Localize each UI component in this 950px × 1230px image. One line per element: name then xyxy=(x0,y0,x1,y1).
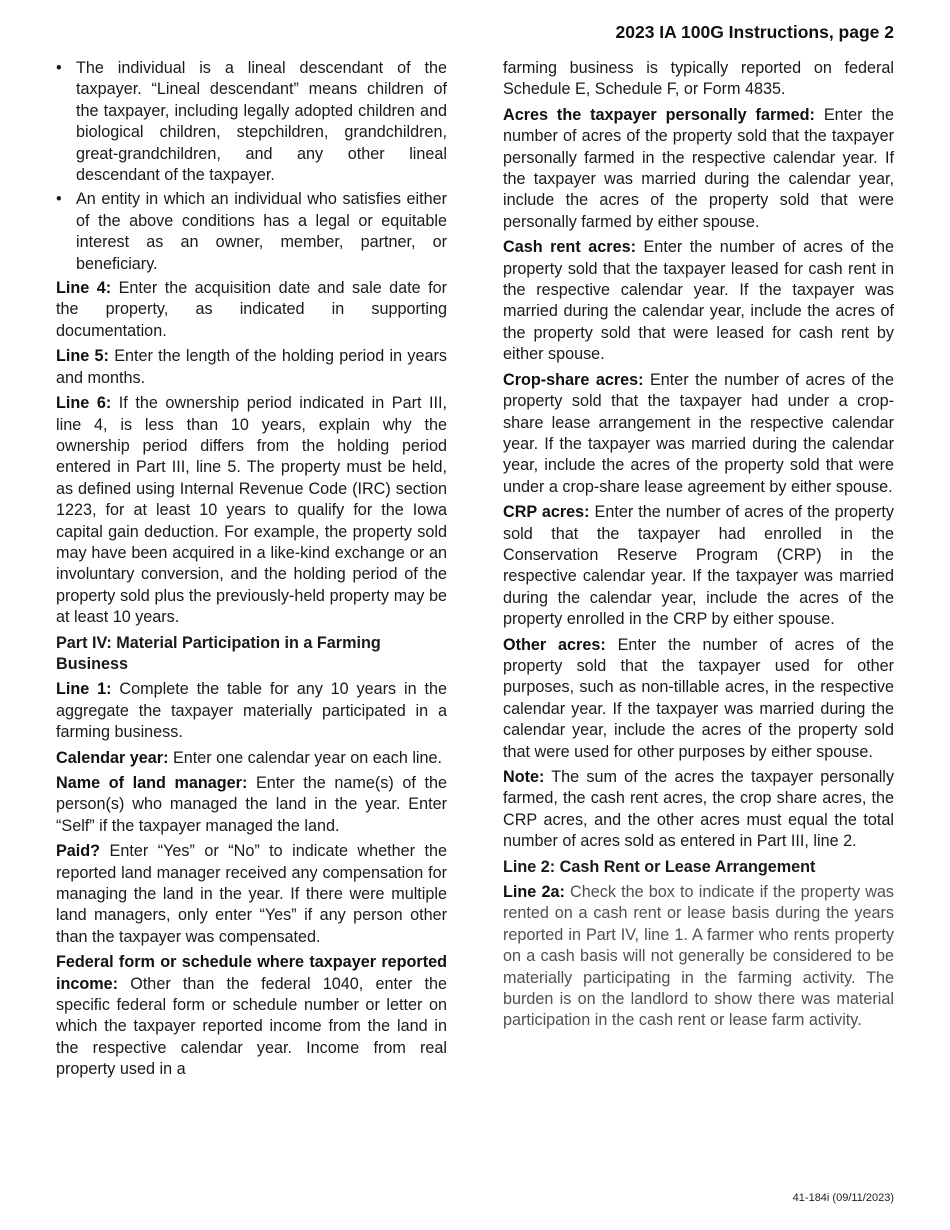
calendar-year-label: Calendar year: xyxy=(56,748,169,767)
line-2a-paragraph xyxy=(503,882,894,1032)
line-6-label: Line 6: xyxy=(56,394,112,413)
line-5-paragraph xyxy=(56,346,447,389)
list-item: • The individual is a lineal descendant of the taxpayer. “Lineal descendant” means children of the taxpayer, including legally adopted children and biological children, stepchildren, grandchildren, great-grandchildren, and any other lineal descendant of the taxpayer. xyxy=(76,58,447,186)
crop-share-paragraph xyxy=(503,370,894,498)
calendar-year-text: Enter one calendar year on each line. xyxy=(168,748,443,767)
paid-text: Enter “Yes” or “No” to indicate whether the reported land manager received any compensation for managing the land in the year. If there were multiple land managers, only enter “Yes” if any person other than the taxpayer was compensated. xyxy=(56,842,447,946)
right-column xyxy=(503,58,894,1036)
personally-farmed-text: Enter the number of acres of the property sold that the taxpayer personally farmed in the respective calendar year. If the taxpayer was married during the calendar year, include the acres of the property sold that were personally farmed by either spouse. xyxy=(503,105,894,231)
land-manager-paragraph xyxy=(56,773,447,837)
continuation-paragraph: farming business is typically reported on federal Schedule E, Schedule F, or Form 4835. xyxy=(503,59,894,99)
federal-form-label: Federal form or schedule where taxpayer reported income: xyxy=(56,953,447,993)
lineal-descendant-list xyxy=(56,58,447,275)
note-text: The sum of the acres the taxpayer personally farmed, the cash rent acres, the crop share acres, the CRP acres, and the other acres must equal the total number of acres sold as entered in Part III, line 2. xyxy=(503,768,894,851)
note-paragraph xyxy=(503,767,894,853)
part-iv-heading: Part IV: Material Participation in a Farming Business xyxy=(56,633,381,673)
land-manager-text: Enter the name(s) of the person(s) who managed the land in the year. Enter “Self” if the taxpayer managed the land. xyxy=(56,774,447,835)
line-2a-text: Check the box to indicate if the property was rented on a cash rent or lease basis during the years reported in Part IV, line 1. A farmer who rents property on a cash basis will not generally be considered to be materially participating in the farming activity. The burden is on the landlord to show there was material participation in the cash rent or lease farm activity. xyxy=(503,883,894,1030)
form-id: 41-184i (09/11/2023) xyxy=(792,1192,894,1204)
line-2a-label: Line 2a: xyxy=(503,883,565,902)
federal-form-paragraph xyxy=(56,952,447,1080)
crp-paragraph xyxy=(503,502,894,630)
calendar-year-paragraph xyxy=(56,748,447,769)
other-acres-label: Other acres: xyxy=(503,635,606,654)
crop-share-text: Enter the number of acres of the property sold that the taxpayer had under a crop-share lease arrangement in the respective calendar year. If the taxpayer was married during the calendar year, include the acres of the property sold that were under a crop-share lease agreement by either spouse. xyxy=(503,370,894,496)
cash-rent-label: Cash rent acres: xyxy=(503,238,636,257)
cash-rent-paragraph xyxy=(503,237,894,365)
line-4-label: Line 4: xyxy=(56,279,112,298)
left-column xyxy=(56,58,447,1085)
other-acres-text: Enter the number of acres of the property sold that the taxpayer used for other purposes, such as non-tillable acres, in the respective calendar year. If the taxpayer was married during the calendar year, include the acres of the property sold that were used for other purposes by either spouse. xyxy=(503,635,894,761)
line-1-label: Line 1: xyxy=(56,680,112,699)
line-1-text: Complete the table for any 10 years in the aggregate the taxpayer materially participated in a farming business. xyxy=(56,680,447,742)
paid-label: Paid? xyxy=(56,842,101,861)
line-1-paragraph xyxy=(56,679,447,743)
line-4-paragraph xyxy=(56,278,447,342)
crp-text: Enter the number of acres of the property sold that the taxpayer had enrolled in the Conservation Reserve Program (CRP) in the respective calendar year. If the taxpayer was married during the calendar year, include the acres of the property enrolled in the CRP by either spouse. xyxy=(503,503,894,629)
federal-form-text: Other than the federal 1040, enter the specific federal form or schedule number or letter on which the taxpayer reported income from the land in the respective calendar year. Income from real property used in a xyxy=(56,974,447,1079)
page-header: 2023 IA 100G Instructions, page 2 xyxy=(615,22,894,42)
line-6-text: If the ownership period indicated in Part III, line 4, is less than 10 years, explain why the ownership period differs from the holding period entered in Part III, line 5. The property must be held, as defined using Internal Revenue Code (IRC) section 1223, for at least 10 years to qualify for the Iowa capital gain deduction. For example, the property sold may have been acquired in a like-kind exchange or an involuntary conversion, and the holding period of the property sold plus the previously-held property may be at least 10 years. xyxy=(56,394,447,627)
line-5-text: Enter the length of the holding period in years and months. xyxy=(56,347,447,387)
other-acres-paragraph xyxy=(503,635,894,763)
line-6-paragraph xyxy=(56,393,447,628)
list-item: • An entity in which an individual who satisfies either of the above conditions has a legal or equitable interest as an owner, member, partner, or beneficiary. xyxy=(76,189,447,275)
personally-farmed-label: Acres the taxpayer personally farmed: xyxy=(503,105,815,124)
line-2-heading: Line 2: Cash Rent or Lease Arrangement xyxy=(503,857,816,876)
land-manager-label: Name of land manager: xyxy=(56,774,248,792)
paid-paragraph xyxy=(56,841,447,948)
line-4-text: Enter the acquisition date and sale date for the property, as indicated in supporting documentation. xyxy=(56,279,448,340)
crp-label: CRP acres: xyxy=(503,503,590,522)
personally-farmed-paragraph xyxy=(503,105,894,233)
note-label: Note: xyxy=(503,768,545,786)
crop-share-label: Crop-share acres: xyxy=(503,370,644,389)
line-5-label: Line 5: xyxy=(56,347,109,366)
cash-rent-text: Enter the number of acres of the property sold that the taxpayer leased for cash rent in the respective calendar year. If the taxpayer was married during the calendar year, include the acres of the property sold that were leased for cash rent by either spouse. xyxy=(503,238,894,364)
